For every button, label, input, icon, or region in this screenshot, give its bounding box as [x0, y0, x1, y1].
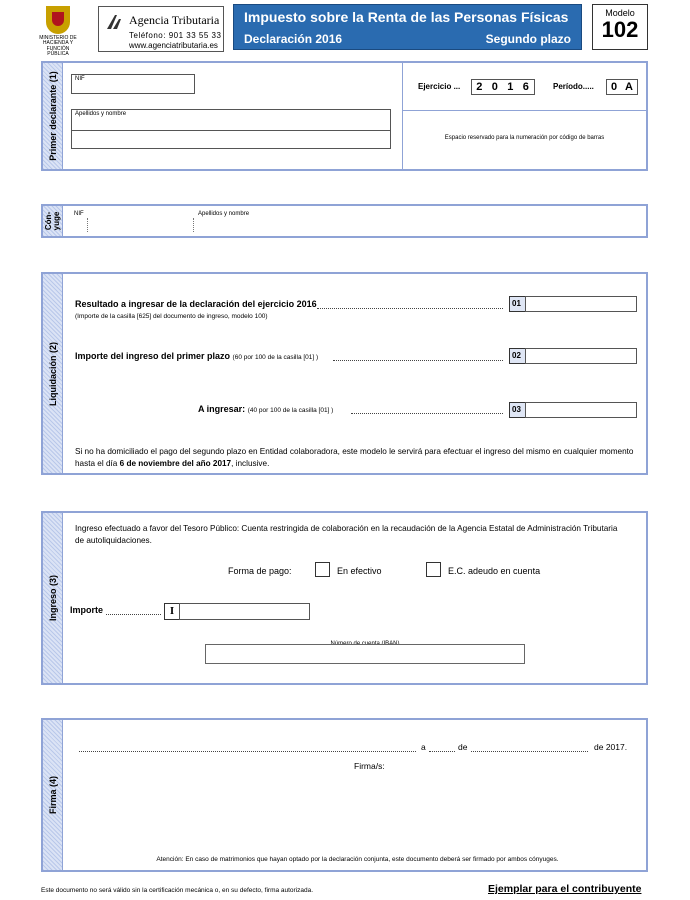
- conyuge-label: Cón- yuge: [43, 211, 61, 231]
- footer-validity-note: Este documento no será válido sin la certificación mecánica o, en su defecto, firma autorizada.: [41, 887, 314, 894]
- periodo-box[interactable]: [606, 79, 638, 95]
- plazo-label: Segundo plazo: [485, 32, 571, 46]
- deadline-post: , inclusive.: [231, 459, 270, 468]
- firma-label: Firma/s:: [354, 761, 385, 771]
- agency-logo-box: [98, 6, 224, 52]
- conyuge-apellidos-label: Apellidos y nombre: [198, 211, 250, 217]
- dia-line[interactable]: [429, 751, 455, 752]
- ministry-text: MINISTERIO DE HACIENDA Y FUNCIÓN PÚBLICA: [39, 35, 77, 57]
- liquidacion-side: [43, 274, 63, 473]
- firma-side-label: Firma (4): [47, 775, 58, 815]
- casilla-02-input[interactable]: [525, 348, 637, 364]
- line2-row: [75, 352, 318, 362]
- casilla-03-code: 03: [509, 402, 526, 418]
- firma-side: [43, 720, 63, 870]
- line2-dots: [333, 360, 503, 361]
- line3-row: [198, 405, 333, 415]
- casilla-01-input[interactable]: [525, 296, 637, 312]
- barcode-note: Espacio reservado para la numeración por código de barras: [444, 135, 605, 141]
- line1-dots: [317, 308, 503, 309]
- agency-phone: Teléfono: 901 33 55 33: [129, 31, 222, 40]
- periodo-label: Período.....: [553, 82, 594, 91]
- ejercicio-digit: 1: [507, 81, 515, 93]
- apellidos-divider: [72, 130, 390, 131]
- firma-note: Atención: En caso de matrimonios que hayan optado por la declaración conjunta, este documento deberá ser firmado por ambos cónyuges.: [156, 856, 559, 863]
- conyuge-nif-label: NIF: [74, 211, 84, 217]
- deadline-date: 6 de noviembre del año 2017: [119, 459, 232, 468]
- line2-note: (60 por 100 de la casilla [01] ): [232, 354, 319, 361]
- adeudo-label: E.C. adeudo en cuenta: [448, 566, 541, 576]
- deadline-pre: hasta el día: [75, 459, 118, 468]
- periodo-digit: A: [625, 81, 633, 93]
- ingreso-side: [43, 513, 63, 683]
- line3-note: (40 por 100 de la casilla [01] ): [247, 407, 334, 414]
- agency-web: www.agenciatributaria.es: [129, 41, 218, 50]
- ejercicio-digit: 6: [522, 81, 530, 93]
- efectivo-checkbox[interactable]: [315, 562, 330, 577]
- conyuge-input-area[interactable]: [72, 212, 640, 232]
- primer-declarante-side: [43, 63, 63, 169]
- apellidos-label: Apellidos y nombre: [75, 111, 127, 117]
- nif-field[interactable]: [71, 74, 195, 94]
- modelo-label: Modelo: [605, 8, 635, 18]
- ministry-logo: [36, 6, 80, 57]
- agency-name: Agencia Tributaria: [129, 13, 220, 27]
- signature-area[interactable]: [80, 772, 640, 844]
- ejercicio-label: Ejercicio ...: [418, 82, 461, 91]
- adeudo-checkbox[interactable]: [426, 562, 441, 577]
- horizontal-divider: [403, 110, 646, 111]
- line1-note: (Importe de la casilla [625] del documento de ingreso, modelo 100): [75, 313, 268, 320]
- lugar-line[interactable]: [79, 751, 416, 752]
- year-label: de 2017.: [594, 742, 628, 752]
- importe-dots: [106, 614, 161, 615]
- line1-label: Resultado a ingresar de la declaración del ejercicio 2016: [75, 299, 317, 309]
- line3-dots: [351, 413, 503, 414]
- agency-logo-icon: [105, 13, 125, 31]
- ejercicio-digit: 0: [491, 81, 499, 93]
- ejemplar-label: Ejemplar para el contribuyente: [488, 883, 642, 895]
- line3-label: A ingresar:: [198, 404, 246, 414]
- nif-label: NIF: [75, 76, 85, 82]
- ejercicio-digit: 2: [476, 81, 484, 93]
- liquidacion-deadline: [75, 459, 269, 468]
- de-label: de: [458, 742, 468, 752]
- apellidos-field[interactable]: [71, 109, 391, 149]
- coat-of-arms-icon: [46, 6, 70, 34]
- periodo-digit: 0: [610, 81, 618, 93]
- iban-input[interactable]: [205, 644, 525, 664]
- modelo-number: 102: [601, 17, 639, 42]
- liquidacion-footer-text: Si no ha domiciliado el pago del segundo plazo en Entidad colaboradora, este modelo le servirá para efectuar el ingreso del mismo en cualquier momento: [75, 447, 634, 456]
- declaracion-year: Declaración 2016: [244, 32, 343, 46]
- ejercicio-box[interactable]: [471, 79, 535, 95]
- primer-declarante-label: Primer declarante (1): [47, 71, 58, 161]
- vertical-divider: [402, 63, 403, 169]
- title-banner: [233, 4, 582, 50]
- importe-input[interactable]: [179, 603, 310, 620]
- conyuge-side: [43, 206, 63, 236]
- ingreso-label: Ingreso (3): [47, 574, 58, 622]
- casilla-01-code: 01: [509, 296, 526, 312]
- modelo-box: [592, 4, 648, 50]
- ingreso-intro-1: Ingreso efectuado a favor del Tesoro Público: Cuenta restringida de colaboración en la recaudación de la Agencia Estatal de Administración Tributaria: [75, 524, 618, 533]
- forma-pago-label: Forma de pago:: [228, 566, 292, 576]
- importe-label: Importe: [70, 605, 104, 615]
- efectivo-label: En efectivo: [337, 566, 382, 576]
- casilla-03-input[interactable]: [525, 402, 637, 418]
- a-label: a: [421, 742, 426, 752]
- liquidacion-label: Liquidación (2): [47, 341, 58, 406]
- mes-line[interactable]: [471, 751, 588, 752]
- form-title: Impuesto sobre la Renta de las Personas Físicas: [244, 9, 569, 25]
- line2-label: Importe del ingreso del primer plazo: [75, 351, 231, 361]
- ingreso-intro-2: de autoliquidaciones.: [75, 536, 152, 545]
- casilla-02-code: 02: [509, 348, 526, 364]
- importe-code: I: [164, 603, 180, 620]
